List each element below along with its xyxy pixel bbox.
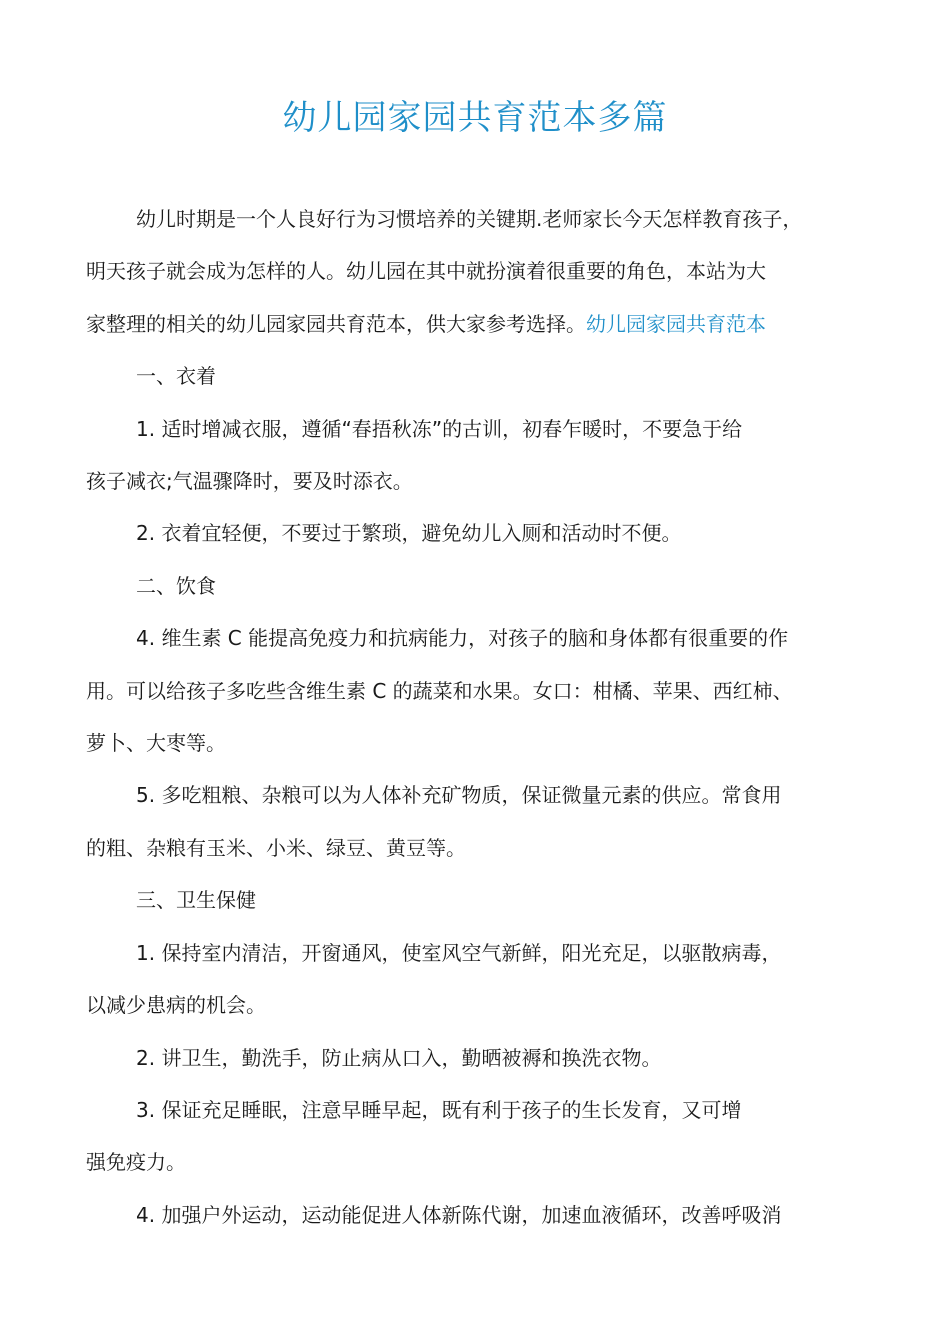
text-line <box>86 874 876 926</box>
text-line <box>86 769 876 821</box>
inline-link[interactable]: 幼儿园家园共育范本 <box>586 311 766 336</box>
line-text: 孩子减衣;气温骤降时，要及时添衣。 <box>86 469 413 494</box>
line-text: 强免疫力。 <box>86 1150 186 1175</box>
line-text: 以减少患病的机会。 <box>86 993 266 1018</box>
line-text: 用。可以给孩子多吃些含维生素 C 的蔬菜和水果。女口：柑橘、苹果、西红柿、 <box>86 678 793 703</box>
line-text: 明天孩子就会成为怎样的人。幼儿园在其中就扮演着很重要的角色，本站为大 <box>86 259 766 284</box>
line-text: 幼儿时期是一个人良好行为习惯培养的关键期.老师家长今天怎样教育孩子， <box>136 207 803 231</box>
text-line <box>86 927 876 979</box>
line-text: 2. 讲卫生，勤洗手，防止病从口入，勤晒被褥和换洗衣物。 <box>136 1045 662 1070</box>
line-text: 4. 维生素 C 能提高免疫力和抗病能力，对孩子的脑和身体都有很重要的作 <box>136 626 789 651</box>
text-line <box>86 822 876 874</box>
text-line <box>86 507 876 559</box>
text-line <box>86 1189 876 1241</box>
line-text: 二、饮食 <box>136 573 216 598</box>
line-text: 1. 保持室内清洁，开窗通风，使室风空气新鲜，阳光充足，以驱散病毒， <box>136 940 782 965</box>
text-line <box>86 193 876 245</box>
line-text: 5. 多吃粗粮、杂粮可以为人体补充矿物质，保证微量元素的供应。常食用 <box>136 783 782 808</box>
text-line <box>86 455 876 507</box>
text-line <box>86 979 876 1031</box>
text-line <box>86 1136 876 1188</box>
text-line <box>86 298 876 350</box>
line-text: 萝卜、大枣等。 <box>86 731 226 756</box>
line-text: 三、卫生保健 <box>136 888 256 913</box>
line-text: 一、衣着 <box>136 364 216 389</box>
document-body <box>86 193 876 1241</box>
text-line <box>86 1084 876 1136</box>
text-line <box>86 612 876 664</box>
line-text: 家整理的相关的幼儿园家园共育范本，供大家参考选择。 <box>86 311 586 336</box>
text-line <box>86 560 876 612</box>
line-text: 2. 衣着宜轻便，不要过于繁琐，避免幼儿入厕和活动时不便。 <box>136 521 682 546</box>
line-text: 1. 适时增减衣服，遵循“春捂秋冻”的古训，初春乍暖时，不要急于给 <box>136 416 743 441</box>
line-text: 3. 保证充足睡眠，注意早睡早起，既有利于孩子的生长发育，又可增 <box>136 1097 742 1122</box>
line-text: 4. 加强户外运动，运动能促进人体新陈代谢，加速血液循环，改善呼吸消 <box>136 1202 782 1227</box>
text-line <box>86 350 876 402</box>
document-title: 幼儿园家园共育范本多篇 <box>282 98 668 138</box>
text-line <box>86 717 876 769</box>
text-line <box>86 665 876 717</box>
text-line <box>86 1032 876 1084</box>
text-line <box>86 245 876 297</box>
line-text: 的粗、杂粮有玉米、小米、绿豆、黄豆等。 <box>86 835 466 860</box>
text-line <box>86 403 876 455</box>
